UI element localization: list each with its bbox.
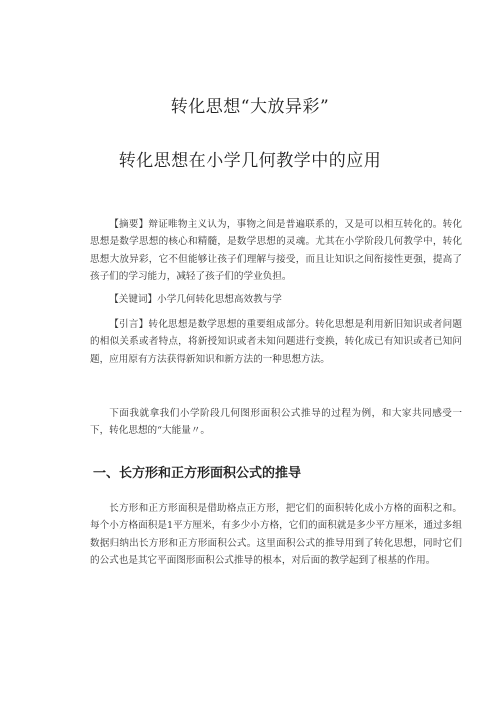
document-subtitle: 转化思想在小学几何教学中的应用: [118, 151, 382, 171]
introduction-paragraph: 【引言】转化思想是数学思想的重要组成部分。转化思想是利用新旧知识或者问题的相似关系或者特点，将新授知识或者未知问题进行变换，转化成已有知识或者已知问题，应用原有方法获得新知识和新方法的一种思想方法。: [90, 319, 462, 365]
section-body-paragraph: 长方形和正方形面积是借助格点正方形，把它们的面积转化成小方格的面积之和。每个小方格面积是1平方厘米，有多少小方格，它们的面积就是多少平方厘米，通过多组数据归纳出长方形和正方形面积公式。这里面积公式的推导用到了转化思想，同时它们的公式也是其它平面图形面积公式推导的根本，对后面的教学起到了根基的作用。: [90, 503, 462, 566]
transition-paragraph: 下面我就拿我们小学阶段几何图形面积公式推导的过程为例，和大家共同感受一下，转化思想的“大能量〃。: [90, 408, 462, 437]
document-title: 转化思想“大放异彩”: [170, 97, 330, 117]
section-heading: 一、长方形和正方形面积公式的推导: [93, 466, 302, 481]
abstract-paragraph: 【摘要】辩证唯物主义认为，事物之间是普遍联系的，又是可以相互转化的。转化思想是数学思想的核心和精髓，是数学思想的灵魂。尤其在小学阶段几何教学中，转化思想大放异彩，它不但能够让孩子们理解与接受，而且让知识之间衔接性更强，提高了孩子们的学习能力，减轻了孩子们的学业负担。: [90, 219, 462, 282]
keywords-paragraph: 【关键词】小学几何转化思想高效教与学: [109, 294, 282, 305]
